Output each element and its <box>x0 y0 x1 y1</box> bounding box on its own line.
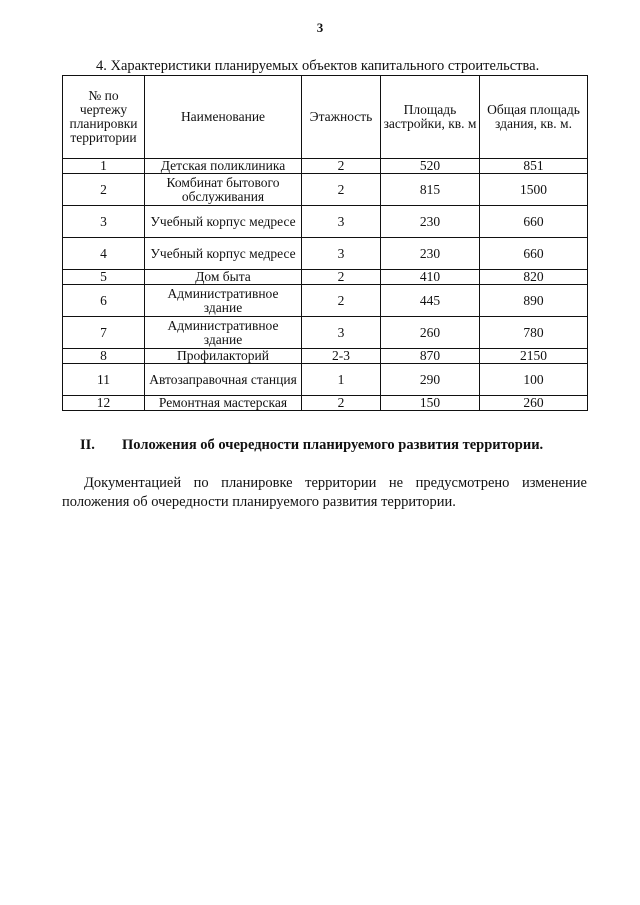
cell-name: Учебный корпус медресе <box>145 238 302 270</box>
table-row <box>63 270 588 285</box>
cell-number: 11 <box>63 364 145 396</box>
cell-total-area: 660 <box>480 206 588 238</box>
cell-number: 3 <box>63 206 145 238</box>
cell-floors: 3 <box>302 317 381 349</box>
table-row <box>63 174 588 206</box>
cell-number: 7 <box>63 317 145 349</box>
cell-floors: 2 <box>302 270 381 285</box>
cell-floors: 2-3 <box>302 349 381 364</box>
cell-name: Дом быта <box>145 270 302 285</box>
cell-name: Комбинат бытового обслуживания <box>145 174 302 206</box>
cell-total-area: 2150 <box>480 349 588 364</box>
header-name: Наименование <box>145 76 302 159</box>
cell-footprint-area: 410 <box>381 270 480 285</box>
cell-total-area: 780 <box>480 317 588 349</box>
header-floors: Этажность <box>302 76 381 159</box>
cell-footprint-area: 290 <box>381 364 480 396</box>
cell-footprint-area: 230 <box>381 206 480 238</box>
cell-floors: 2 <box>302 174 381 206</box>
table-row <box>63 317 588 349</box>
cell-total-area: 1500 <box>480 174 588 206</box>
table-row <box>63 238 588 270</box>
cell-floors: 3 <box>302 206 381 238</box>
cell-number: 6 <box>63 285 145 317</box>
cell-footprint-area: 870 <box>381 349 480 364</box>
section-2-number: II. <box>80 437 95 453</box>
cell-footprint-area: 815 <box>381 174 480 206</box>
cell-number: 12 <box>63 396 145 411</box>
cell-footprint-area: 230 <box>381 238 480 270</box>
cell-name: Учебный корпус медресе <box>145 206 302 238</box>
cell-name: Административное здание <box>145 317 302 349</box>
cell-footprint-area: 445 <box>381 285 480 317</box>
cell-floors: 2 <box>302 285 381 317</box>
cell-footprint-area: 260 <box>381 317 480 349</box>
cell-total-area: 851 <box>480 159 588 174</box>
table-row <box>63 206 588 238</box>
section-2-text: Документацией по планировке территории не предусмотрено изменение положения об очередности планируемого развития территории. <box>62 475 587 510</box>
page-number: 3 <box>316 20 324 35</box>
cell-floors: 1 <box>302 364 381 396</box>
table-row <box>63 285 588 317</box>
table-header-row <box>63 76 588 159</box>
cell-floors: 3 <box>302 238 381 270</box>
cell-floors: 2 <box>302 396 381 411</box>
cell-floors: 2 <box>302 159 381 174</box>
objects-table <box>62 75 588 411</box>
table-row <box>63 396 588 411</box>
cell-number: 4 <box>63 238 145 270</box>
table-row <box>63 364 588 396</box>
table-row <box>63 349 588 364</box>
cell-number: 5 <box>63 270 145 285</box>
section-2-heading <box>80 437 543 454</box>
header-number: № по чертежу планировки территории <box>63 76 145 159</box>
header-footprint-area: Площадь застройки, кв. м <box>381 76 480 159</box>
cell-name: Профилакторий <box>145 349 302 364</box>
cell-name: Административное здание <box>145 285 302 317</box>
cell-number: 8 <box>63 349 145 364</box>
cell-number: 1 <box>63 159 145 174</box>
cell-number: 2 <box>63 174 145 206</box>
table-row <box>63 159 588 174</box>
cell-name: Автозаправочная станция <box>145 364 302 396</box>
table-title: 4. Характеристики планируемых объектов капитального строительства. <box>96 58 540 74</box>
cell-footprint-area: 520 <box>381 159 480 174</box>
cell-total-area: 890 <box>480 285 588 317</box>
cell-total-area: 100 <box>480 364 588 396</box>
cell-footprint-area: 150 <box>381 396 480 411</box>
cell-name: Детская поликлиника <box>145 159 302 174</box>
cell-name: Ремонтная мастерская <box>145 396 302 411</box>
header-total-area: Общая площадь здания, кв. м. <box>480 76 588 159</box>
cell-total-area: 260 <box>480 396 588 411</box>
section-2-title: Положения об очередности планируемого развития территории. <box>122 437 544 453</box>
cell-total-area: 660 <box>480 238 588 270</box>
cell-total-area: 820 <box>480 270 588 285</box>
